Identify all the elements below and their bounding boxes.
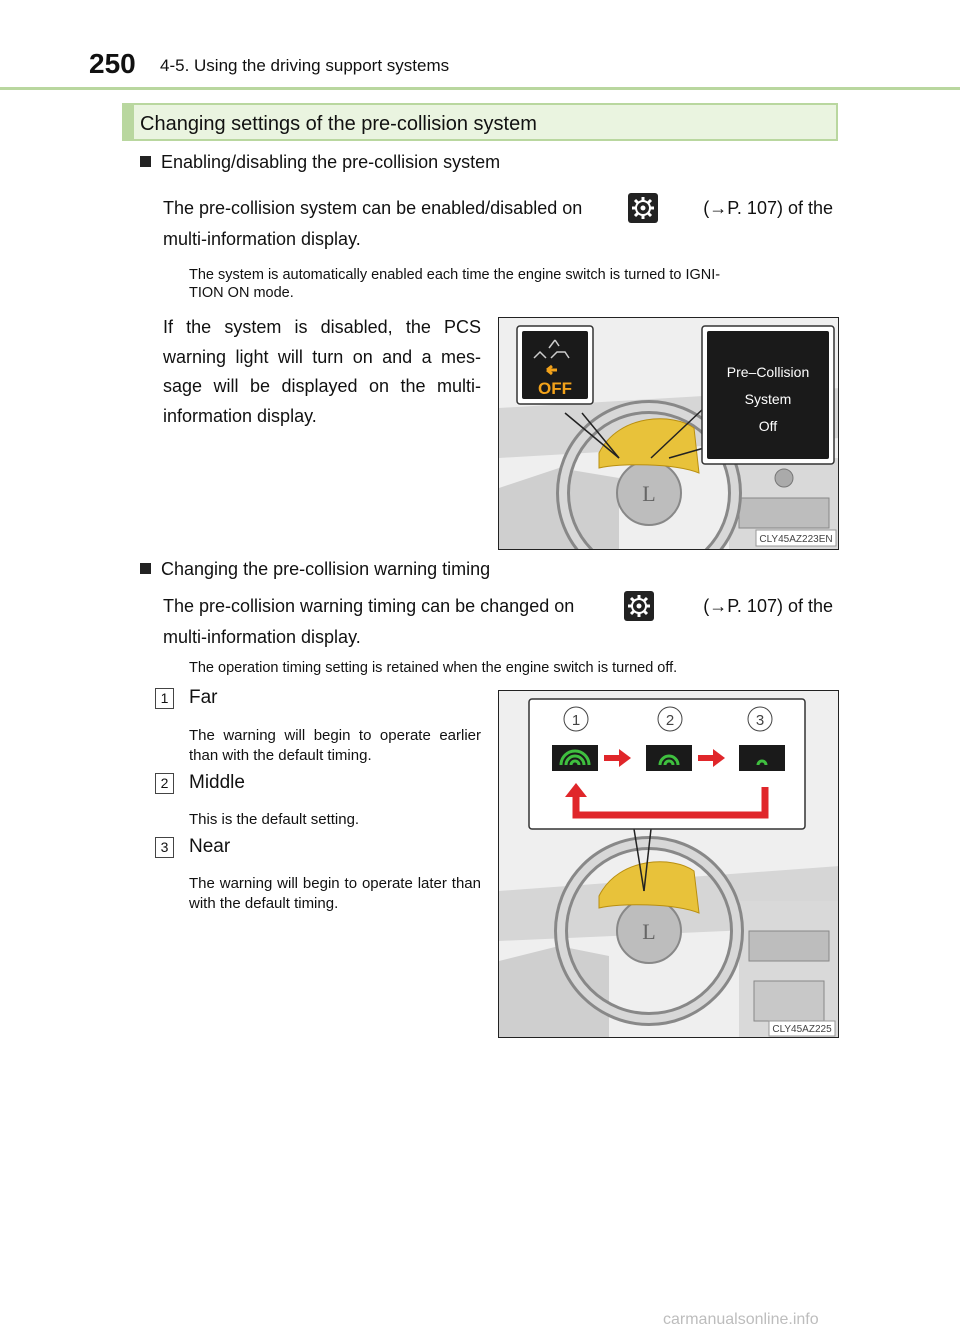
svg-text:L: L bbox=[642, 919, 656, 944]
item-number-1: 1 bbox=[155, 688, 174, 709]
bullet-square-icon bbox=[140, 156, 151, 167]
watermark: carmanualsonline.info bbox=[663, 1311, 819, 1328]
svg-text:L: L bbox=[642, 481, 656, 506]
figure-code-2: CLY45AZ225 bbox=[772, 1024, 832, 1035]
pcs-off-figure bbox=[498, 317, 839, 550]
item-label-far: Far bbox=[189, 687, 218, 708]
enable-note: The system is automatically enabled each time the engine switch is turned to IGNI- TION ON mode. bbox=[189, 267, 721, 301]
item-label-near: Near bbox=[189, 836, 231, 857]
figure-number-3: 3 bbox=[755, 712, 765, 729]
enable-heading: Enabling/disabling the pre-collision system bbox=[140, 152, 500, 173]
screen-line-3: Off bbox=[758, 418, 778, 434]
figure-number-1: 1 bbox=[571, 712, 581, 729]
figure-code-1: CLY45AZ223EN bbox=[759, 534, 833, 545]
item-number-3: 3 bbox=[155, 837, 174, 858]
item-desc-near: The warning will begin to operate later than with the default timing. bbox=[189, 875, 481, 912]
section-title-bar bbox=[122, 103, 838, 141]
item-desc-far: The warning will begin to operate earlier than with the default timing. bbox=[189, 727, 481, 764]
enable-paragraph: The pre-collision system can be enabled/disabled on (→P. 107) of the multi-information display. bbox=[163, 193, 833, 255]
gear-settings-icon bbox=[624, 591, 654, 621]
item-desc-middle: This is the default setting. bbox=[189, 811, 360, 828]
timing-paragraph: The pre-collision warning timing can be changed on (→P. 107) of the multi-information display. bbox=[163, 591, 833, 653]
warning-timing-figure bbox=[498, 690, 839, 1038]
header-divider bbox=[0, 87, 960, 90]
section-header: 4-5. Using the driving support systems bbox=[160, 56, 450, 75]
section-title: Changing settings of the pre-collision system bbox=[140, 113, 537, 135]
screen-line-1: Pre–Collision bbox=[726, 364, 810, 380]
timing-heading: Changing the pre-collision warning timing bbox=[140, 559, 490, 580]
page-number: 250 bbox=[89, 48, 136, 79]
screen-line-2: System bbox=[744, 391, 792, 407]
off-label: OFF bbox=[538, 379, 572, 398]
figure-number-2: 2 bbox=[665, 712, 675, 729]
title-accent bbox=[124, 105, 134, 139]
bullet-square-icon bbox=[140, 563, 151, 574]
item-label-middle: Middle bbox=[189, 772, 245, 793]
item-number-2: 2 bbox=[155, 773, 174, 794]
warning-paragraph: If the system is disabled, the PCS warning light will turn on and a mes- sage will be displayed on the multi- information display. bbox=[163, 317, 481, 426]
gear-settings-icon bbox=[628, 193, 658, 223]
timing-note: The operation timing setting is retained when the engine switch is turned off. bbox=[189, 660, 678, 676]
